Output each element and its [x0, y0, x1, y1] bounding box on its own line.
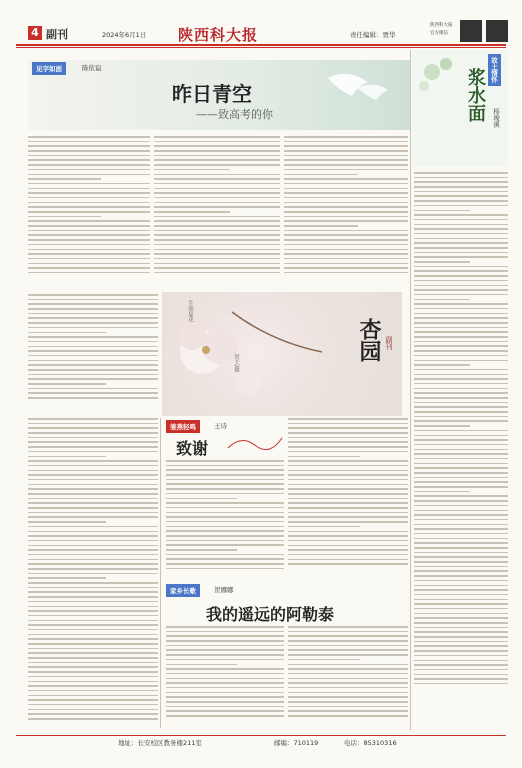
decor-icon	[226, 430, 284, 454]
qr-label-1: 陕西科大报	[430, 23, 453, 28]
article-body	[166, 460, 284, 580]
footer-address: 地址：长安校区教务楼211室	[118, 739, 202, 747]
article-subtitle: ——致高考的你	[196, 108, 273, 121]
page-number-badge: 4	[28, 26, 42, 40]
photo-credit: 贺天/摄	[233, 354, 239, 373]
article-body	[28, 136, 150, 288]
column-divider	[410, 50, 411, 730]
issue-date: 2024年6月1日	[102, 31, 147, 39]
header-rule	[16, 44, 506, 46]
author-name: 陈依谊	[82, 64, 102, 72]
article-body	[28, 418, 158, 728]
header-rule	[16, 47, 506, 48]
column-tag: 见字如面	[32, 62, 66, 75]
author-name: 贺娜娜	[214, 586, 234, 594]
footer-phone: 电话：85310316	[344, 739, 397, 747]
footer-rule	[16, 735, 506, 736]
article-body	[284, 136, 408, 288]
sidebar-body	[414, 172, 508, 728]
section-title: 杏园	[356, 318, 382, 362]
article-body	[288, 418, 408, 580]
article-title: 致谢	[176, 439, 209, 458]
qr-code-icon	[460, 20, 482, 42]
section-sub: 副刊	[385, 336, 393, 350]
image-caption: 生如夏花	[187, 300, 193, 322]
editor-credit: 责任编辑：贾华	[350, 31, 396, 39]
qr-label-2: 官方微信	[430, 31, 448, 36]
column-tag: 故土情怀	[488, 54, 501, 86]
masthead-brand: 陕西科大报	[178, 26, 259, 44]
qr-code-icon	[486, 20, 508, 42]
article-title: 昨日青空	[172, 82, 252, 106]
article-title: 我的遥远的阿勒泰	[206, 605, 335, 624]
author-name: 王诗	[214, 422, 227, 430]
column-divider	[160, 418, 161, 728]
sidebar-title: 浆水面	[465, 68, 486, 122]
article-body	[166, 626, 284, 730]
article-body	[28, 294, 158, 412]
column-tag: 家乡长歌	[166, 584, 200, 597]
column-tag: 雏燕轻鸣	[166, 420, 200, 433]
article-body	[288, 626, 408, 730]
section-label: 副刊	[46, 28, 68, 41]
footer-postcode: 邮编：710119	[274, 739, 319, 747]
article-body	[154, 136, 280, 288]
author-name: 杨竣溪	[492, 108, 500, 128]
